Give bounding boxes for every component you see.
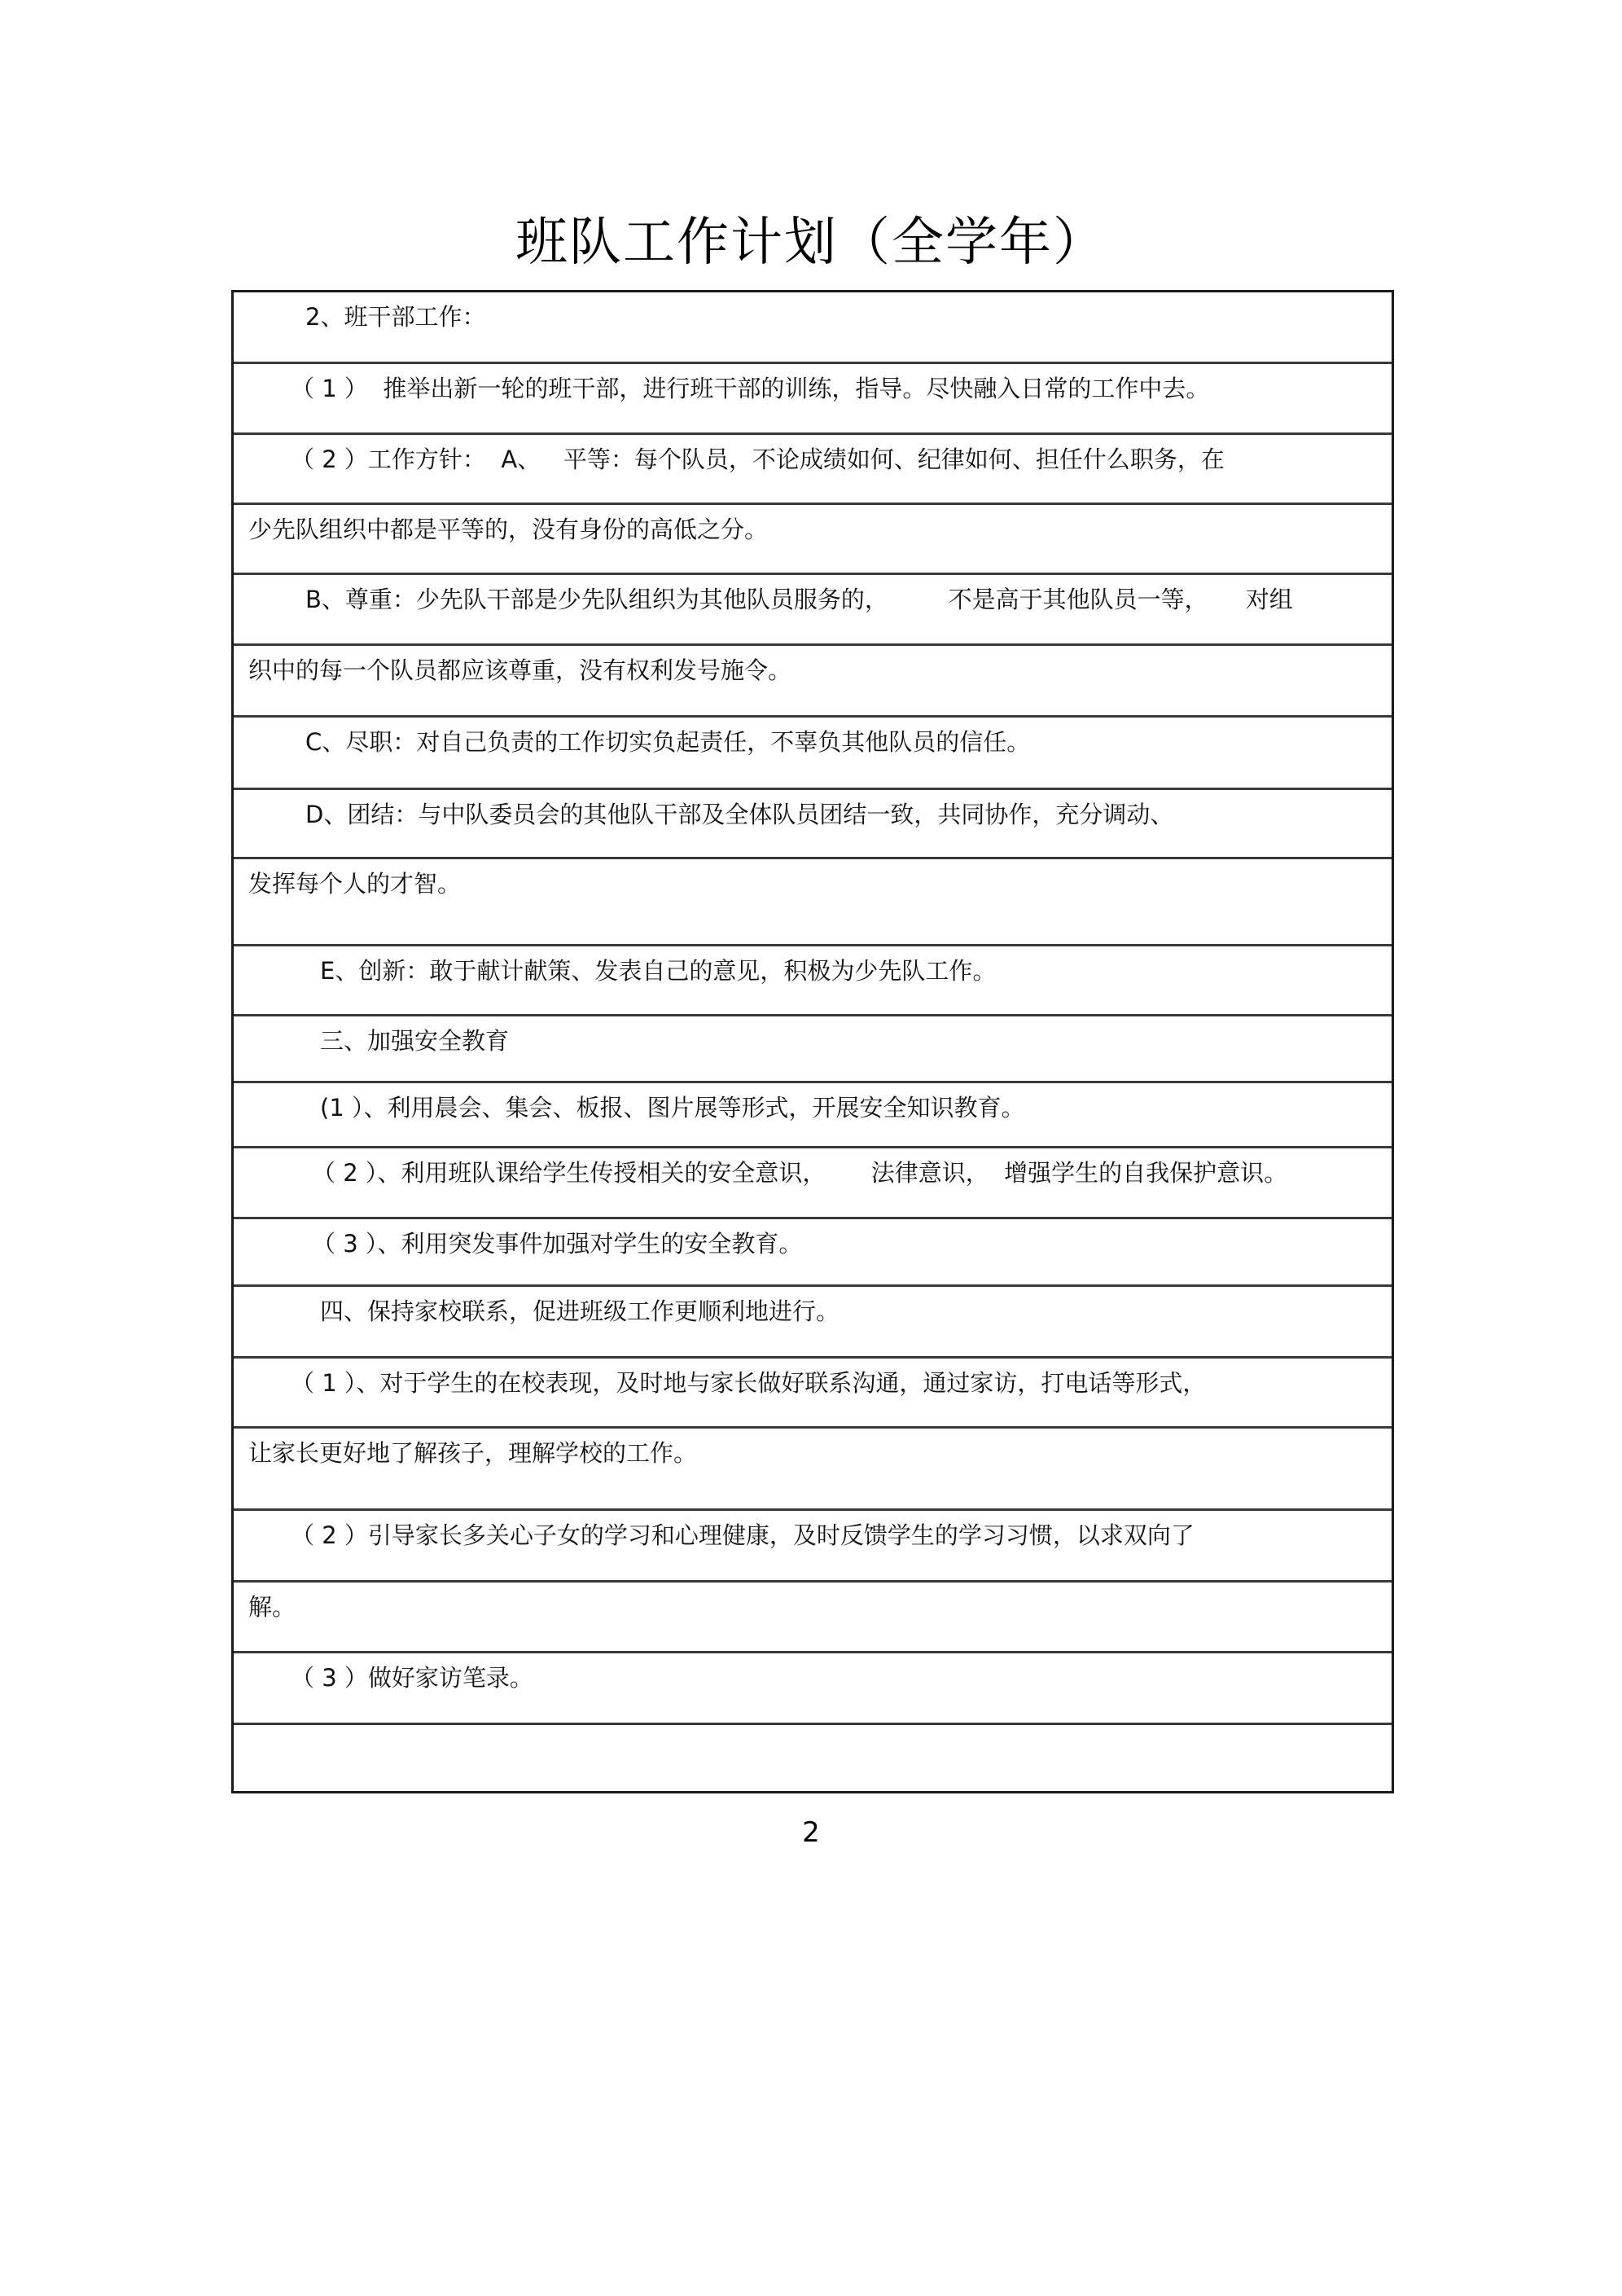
table-row	[234, 1014, 1392, 1081]
table-row	[234, 1081, 1392, 1146]
table-row	[234, 573, 1392, 643]
row-text: （ 2 ）引导家长多关心子女的学习和心理健康，及时反馈学生的学习习惯，以求双向了	[291, 1521, 1195, 1549]
row-text: 织中的每一个队员都应该尊重，没有权利发号施令。	[248, 656, 792, 684]
table-row	[234, 1508, 1392, 1580]
table-row	[234, 503, 1392, 573]
row-text: 2、班干部工作：	[305, 303, 486, 331]
row-text: （ 3 ）做好家访笔录。	[291, 1664, 533, 1692]
table-row	[234, 432, 1392, 503]
table-row	[234, 362, 1392, 432]
page-number: 2	[802, 1816, 820, 1849]
row-text: 三、加强安全教育	[320, 1027, 510, 1055]
plan-table	[231, 290, 1394, 1793]
row-text: （ 2 ）工作方针： A、 平等：每个队员，不论成绩如何、纪律如何、担任什么职务，在	[291, 446, 1225, 473]
row-text: （ 3 ）、利用突发事件加强对学生的安全教育。	[312, 1230, 803, 1258]
row-text: 四、保持家校联系，促进班级工作更顺利地进行。	[320, 1297, 840, 1325]
table-row	[234, 1356, 1392, 1426]
table-row	[234, 857, 1392, 944]
table-row	[234, 944, 1392, 1014]
table-row	[234, 1146, 1392, 1217]
table-row	[234, 788, 1392, 857]
row-text: E、创新：敢于献计献策、发表自己的意见，积极为少先队工作。	[320, 957, 997, 985]
table-row	[234, 1580, 1392, 1651]
table-row	[234, 1217, 1392, 1284]
row-text: 让家长更好地了解孩子，理解学校的工作。	[248, 1439, 698, 1467]
table-row	[234, 1426, 1392, 1508]
table-row	[234, 1651, 1392, 1723]
row-text: 少先队组织中都是平等的，没有身份的高低之分。	[248, 516, 769, 543]
row-text: （ 1 ） 推举出新一轮的班干部，进行班干部的训练，指导。尽快融入日常的工作中去。	[291, 375, 1210, 402]
row-text: （ 1 ）、对于学生的在校表现，及时地与家长做好联系沟通，通过家访，打电话等形式，	[291, 1369, 1207, 1397]
table-row	[234, 292, 1392, 362]
row-text: B、尊重：少先队干部是少先队组织为其他队员服务的， 不是高于其他队员一等， 对组	[305, 586, 1293, 613]
document-title: 班队工作计划（全学年）	[515, 213, 1107, 273]
table-row	[234, 1284, 1392, 1356]
row-text: (1 ）、利用晨会、集会、板报、图片展等形式，开展安全知识教育。	[320, 1094, 1025, 1122]
row-text: （ 2 ）、利用班队课给学生传授相关的安全意识， 法律意识， 增强学生的自我保护意识。	[312, 1159, 1288, 1187]
row-text: D、团结：与中队委员会的其他队干部及全体队员团结一致，共同协作，充分调动、	[305, 801, 1174, 828]
row-text: 发挥每个人的才智。	[248, 870, 462, 898]
row-text: C、尽职：对自己负责的工作切实负起责任，不辜负其他队员的信任。	[305, 728, 1031, 756]
row-text: 解。	[248, 1593, 296, 1621]
table-row	[234, 643, 1392, 715]
table-row	[234, 715, 1392, 788]
table-row	[234, 1723, 1392, 1791]
